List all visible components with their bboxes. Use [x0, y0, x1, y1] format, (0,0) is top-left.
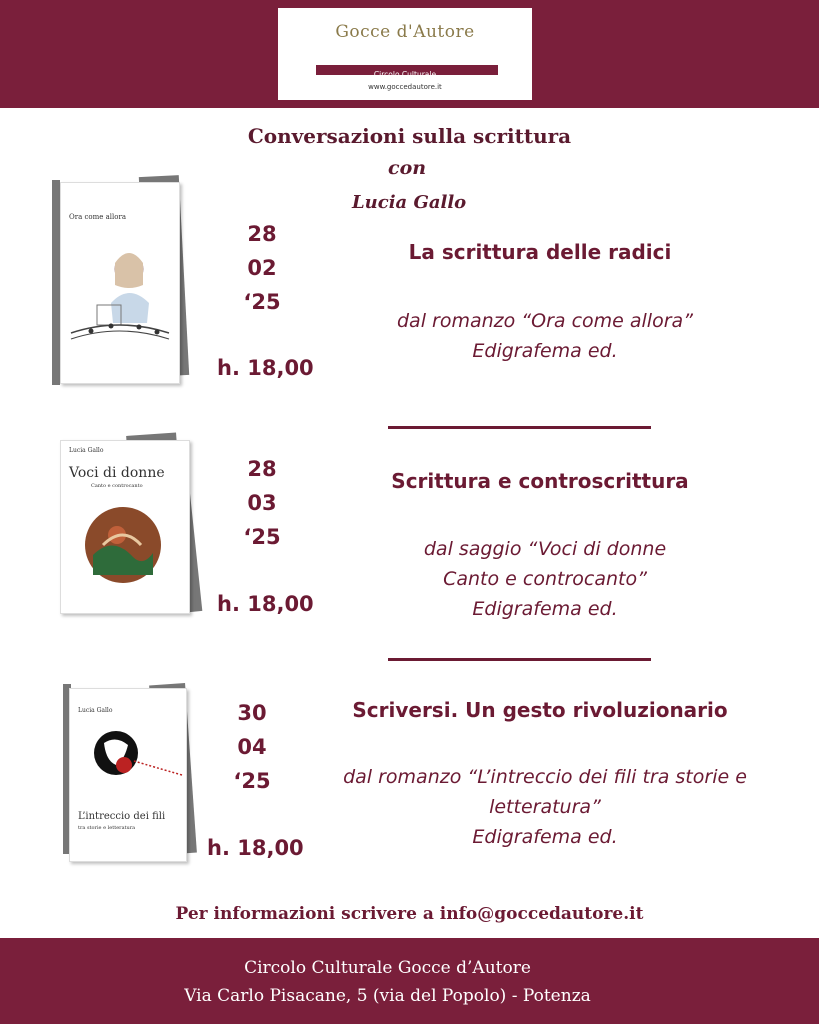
date-year: ‘25 [243, 525, 281, 549]
event-description [310, 534, 780, 624]
event-title: La scrittura delle radici [408, 240, 672, 264]
date-day: 30 [237, 701, 267, 725]
event-title: Scrittura e controscrittura [391, 469, 689, 493]
cover [69, 688, 187, 862]
logo [278, 8, 532, 100]
cover [60, 440, 190, 614]
footer-name: Circolo Culturale Gocce d’Autore [244, 958, 531, 978]
intertwined-faces-icon [74, 721, 184, 791]
desc-line: Edigrafema ed. [472, 598, 618, 620]
date-year: ‘25 [243, 290, 281, 314]
desc-line: Edigrafema ed. [472, 826, 618, 848]
event-description [310, 306, 780, 366]
cover-title: Voci di donne [69, 465, 165, 481]
desc-line: dal romanzo “L’intreccio dei fili tra storie e [343, 766, 747, 788]
cover-subtitle: tra storie e letteratura [78, 825, 136, 831]
desc-line: letteratura” [489, 796, 601, 818]
cover-shadow [52, 180, 60, 385]
book-cover-3 [55, 680, 205, 870]
page-title: Conversazioni sulla scrittura [247, 124, 572, 148]
cover [60, 182, 180, 384]
date-month: 04 [237, 735, 267, 759]
cover-author: Lucia Gallo [78, 707, 113, 714]
con-label: con [388, 157, 427, 179]
event-title: Scriversi. Un gesto rivoluzionario [352, 698, 728, 722]
date-month: 02 [247, 256, 277, 280]
author-name: Lucia Gallo [352, 192, 467, 213]
date-month: 03 [247, 491, 277, 515]
desc-line: Canto e controcanto” [443, 568, 647, 590]
girl-illustration-icon [61, 233, 179, 363]
info-email: Per informazioni scrivere a info@goccedautore.it [175, 904, 644, 924]
logo-name: Gocce d'Autore [335, 22, 475, 42]
event-time: h. 18,00 [217, 592, 314, 616]
cover-title: L’intreccio dei fili [78, 811, 166, 822]
desc-line: dal saggio “Voci di donne [423, 538, 667, 560]
cover-subtitle: Canto e controcanto [91, 483, 143, 489]
event-time: h. 18,00 [217, 356, 314, 380]
event-date [232, 217, 292, 319]
painting-illustration-icon [83, 505, 163, 585]
cover-author: Lucia Gallo [69, 447, 104, 454]
date-day: 28 [247, 222, 277, 246]
footer-address: Via Carlo Pisacane, 5 (via del Popolo) - Potenza [184, 986, 591, 1006]
event-time: h. 18,00 [207, 836, 304, 860]
desc-line: dal romanzo “Ora come allora” [396, 310, 693, 332]
book-cover-1 [40, 172, 200, 397]
footer-band [0, 938, 819, 1024]
date-year: ‘25 [233, 769, 271, 793]
logo-subtitle: Circolo Culturale [373, 70, 437, 79]
logo-url: www.goccedautore.it [368, 83, 442, 91]
desc-line: Edigrafema ed. [472, 340, 618, 362]
divider [388, 658, 651, 661]
book-cover-2 [50, 432, 210, 622]
event-date [222, 696, 282, 798]
event-date [232, 452, 292, 554]
event-description [310, 762, 780, 852]
cover-title: Ora come allora [69, 213, 127, 221]
date-day: 28 [247, 457, 277, 481]
divider [388, 426, 651, 429]
